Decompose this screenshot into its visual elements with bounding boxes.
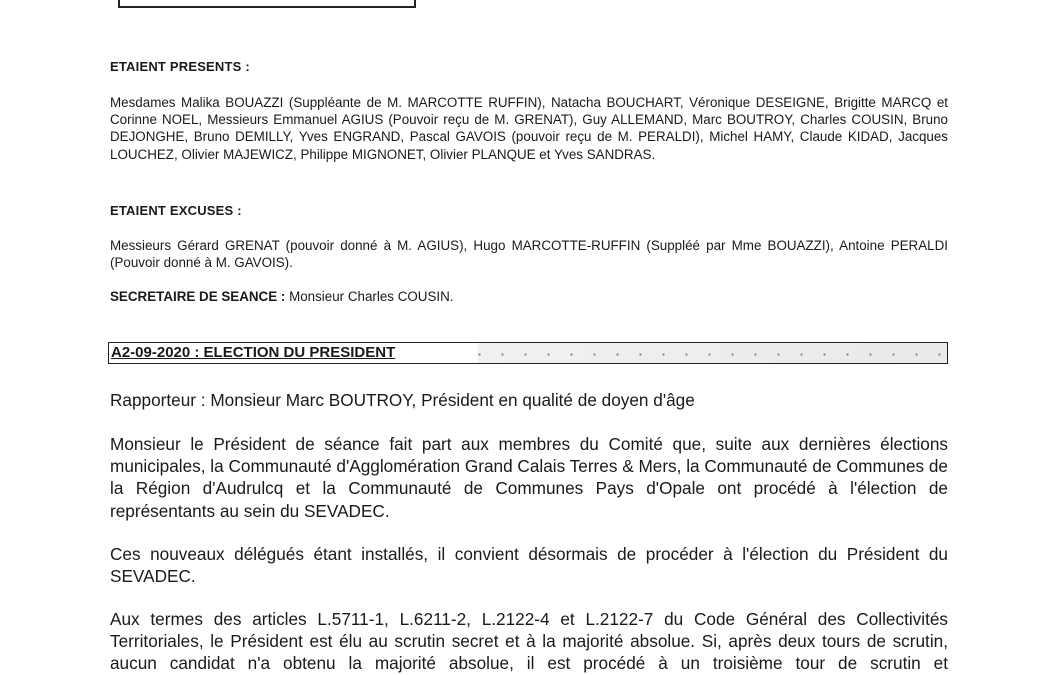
excuses-heading: ETAIENT EXCUSES : xyxy=(110,203,242,218)
excuses-list: Messieurs Gérard GRENAT (pouvoir donné à M. AGIUS), Hugo MARCOTTE-RUFFIN (Suppléé par Mme BOUAZZI), Antoine PERALDI (Pouvoir donné à M. GAVOIS). xyxy=(110,238,948,271)
header-frame xyxy=(118,0,416,8)
secretaire-value: Monsieur Charles COUSIN. xyxy=(285,289,454,304)
presents-heading: ETAIENT PRESENTS : xyxy=(110,59,250,74)
secretaire-line xyxy=(110,288,948,305)
scan-noise xyxy=(468,352,944,356)
secretaire-label: SECRETAIRE DE SEANCE : xyxy=(110,289,286,304)
paragraph-3: Aux termes des articles L.5711-1, L.6211-2, L.2122-4 et L.2122-7 du Code Général des Collectivités Territoriales, le Président est élu au scrutin secret et à la majorité absolue. Si, après deux tours de scrutin, aucun candidat n'a obtenu la majorité absolue, il est procédé à un troisième tour de scrutin et xyxy=(110,609,948,674)
rapporteur-line: Rapporteur : Monsieur Marc BOUTROY, Président en qualité de doyen d'âge xyxy=(110,390,695,410)
section-title: A2-09-2020 : ELECTION DU PRESIDENT xyxy=(111,344,396,361)
paragraph-2: Ces nouveaux délégués étant installés, il convient désormais de procéder à l'élection du Président du SEVADEC. xyxy=(110,544,948,587)
presents-list: Mesdames Malika BOUAZZI (Suppléante de M. MARCOTTE RUFFIN), Natacha BOUCHART, Véronique DESEIGNE, Brigitte MARCQ et Corinne NOEL, Messieurs Emmanuel AGIUS (Pouvoir reçu de M. GRENAT), Guy ALLEMAND, Marc BOUTROY, Charles COUSIN, Bruno DEJONGHE, Bruno DEMILLY, Yves ENGRAND, Pascal GAVOIS (pouvoir reçu de M. PERALDI), Michel HAMY, Claude KIDAD, Jacques LOUCHEZ, Olivier MAJEWICZ, Philippe MIGNONET, Olivier PLANQUE et Yves SANDRAS. xyxy=(110,95,948,162)
paragraph-1: Monsieur le Président de séance fait part aux membres du Comité que, suite aux dernières élections municipales, la Communauté d'Agglomération Grand Calais Terres & Mers, la Communauté de Communes de la Région d'Audrulcq et la Communauté de Communes Pays d'Opale ont procédé à l'élection de représentants au sein du SEVADEC. xyxy=(110,434,948,521)
